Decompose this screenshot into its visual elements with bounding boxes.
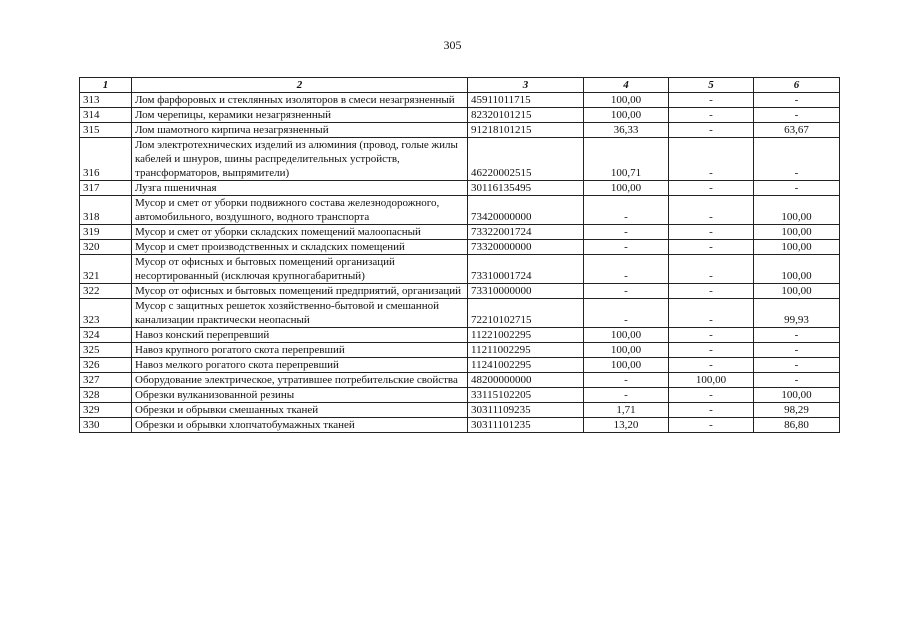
table-row <box>80 138 840 181</box>
table-row <box>80 240 840 255</box>
row-number-cell: 313 <box>80 93 132 108</box>
waste-code-cell: 73320000000 <box>468 240 584 255</box>
value-cell-col4: - <box>584 388 669 403</box>
value-cell-col5: - <box>669 255 754 284</box>
value-cell-col4: - <box>584 225 669 240</box>
table-body <box>80 93 840 433</box>
value-cell-col6: 86,80 <box>754 418 840 433</box>
value-cell-col5: - <box>669 284 754 299</box>
waste-code-cell: 11241002295 <box>468 358 584 373</box>
row-number-cell: 321 <box>80 255 132 284</box>
value-cell-col4: - <box>584 196 669 225</box>
waste-name-cell: Лом шамотного кирпича незагрязненный <box>132 123 468 138</box>
value-cell-col5: - <box>669 123 754 138</box>
waste-code-cell: 73420000000 <box>468 196 584 225</box>
waste-table <box>79 77 840 433</box>
waste-name-cell: Мусор и смет от уборки складских помещений малоопасный <box>132 225 468 240</box>
waste-name-cell: Навоз конский перепревший <box>132 328 468 343</box>
waste-code-cell: 30311109235 <box>468 403 584 418</box>
waste-name-cell: Лом электротехнических изделий из алюминия (провод, голые жилы кабелей и шнуров, шины распределительных устройств, трансформаторов, выпрямители) <box>132 138 468 181</box>
table-row <box>80 93 840 108</box>
value-cell-col4: - <box>584 284 669 299</box>
value-cell-col6: 100,00 <box>754 388 840 403</box>
row-number-cell: 316 <box>80 138 132 181</box>
value-cell-col6: 99,93 <box>754 299 840 328</box>
waste-code-cell: 45911011715 <box>468 93 584 108</box>
table-header-row <box>80 78 840 93</box>
value-cell-col6: - <box>754 93 840 108</box>
value-cell-col6: 100,00 <box>754 196 840 225</box>
waste-code-cell: 48200000000 <box>468 373 584 388</box>
row-number-cell: 324 <box>80 328 132 343</box>
table-row <box>80 328 840 343</box>
table-row <box>80 284 840 299</box>
column-header: 5 <box>669 78 754 93</box>
waste-code-cell: 73310001724 <box>468 255 584 284</box>
waste-code-cell: 11221002295 <box>468 328 584 343</box>
waste-code-cell: 46220002515 <box>468 138 584 181</box>
waste-code-cell: 30116135495 <box>468 181 584 196</box>
value-cell-col4: - <box>584 255 669 284</box>
column-header: 1 <box>80 78 132 93</box>
waste-code-cell: 30311101235 <box>468 418 584 433</box>
value-cell-col5: 100,00 <box>669 373 754 388</box>
value-cell-col6: 98,29 <box>754 403 840 418</box>
row-number-cell: 315 <box>80 123 132 138</box>
row-number-cell: 327 <box>80 373 132 388</box>
value-cell-col5: - <box>669 93 754 108</box>
waste-name-cell: Обрезки вулканизованной резины <box>132 388 468 403</box>
table-row <box>80 373 840 388</box>
waste-name-cell: Лузга пшеничная <box>132 181 468 196</box>
row-number-cell: 319 <box>80 225 132 240</box>
value-cell-col5: - <box>669 240 754 255</box>
waste-code-cell: 72210102715 <box>468 299 584 328</box>
row-number-cell: 320 <box>80 240 132 255</box>
value-cell-col5: - <box>669 418 754 433</box>
waste-code-cell: 91218101215 <box>468 123 584 138</box>
table-row <box>80 123 840 138</box>
value-cell-col5: - <box>669 108 754 123</box>
row-number-cell: 318 <box>80 196 132 225</box>
value-cell-col6: 100,00 <box>754 284 840 299</box>
waste-code-cell: 73322001724 <box>468 225 584 240</box>
waste-name-cell: Мусор и смет производственных и складских помещений <box>132 240 468 255</box>
value-cell-col5: - <box>669 403 754 418</box>
value-cell-col4: 100,00 <box>584 358 669 373</box>
value-cell-col4: 100,00 <box>584 328 669 343</box>
table-row <box>80 299 840 328</box>
waste-name-cell: Мусор и смет от уборки подвижного состава железнодорожного, автомобильного, воздушного, водного транспорта <box>132 196 468 225</box>
value-cell-col4: 1,71 <box>584 403 669 418</box>
waste-name-cell: Обрезки и обрывки смешанных тканей <box>132 403 468 418</box>
value-cell-col4: 100,00 <box>584 108 669 123</box>
value-cell-col6: - <box>754 181 840 196</box>
value-cell-col5: - <box>669 328 754 343</box>
column-header: 6 <box>754 78 840 93</box>
table-row <box>80 343 840 358</box>
row-number-cell: 329 <box>80 403 132 418</box>
value-cell-col5: - <box>669 181 754 196</box>
value-cell-col6: - <box>754 358 840 373</box>
value-cell-col4: 36,33 <box>584 123 669 138</box>
value-cell-col4: 100,00 <box>584 181 669 196</box>
waste-name-cell: Оборудование электрическое, утратившее потребительские свойства <box>132 373 468 388</box>
table-row <box>80 255 840 284</box>
value-cell-col6: - <box>754 373 840 388</box>
value-cell-col4: 100,00 <box>584 343 669 358</box>
value-cell-col6: 100,00 <box>754 240 840 255</box>
value-cell-col6: - <box>754 343 840 358</box>
waste-name-cell: Мусор от офисных и бытовых помещений предприятий, организаций <box>132 284 468 299</box>
waste-name-cell: Навоз крупного рогатого скота перепревший <box>132 343 468 358</box>
waste-code-cell: 73310000000 <box>468 284 584 299</box>
value-cell-col6: 100,00 <box>754 255 840 284</box>
table-row <box>80 196 840 225</box>
waste-name-cell: Навоз мелкого рогатого скота перепревший <box>132 358 468 373</box>
value-cell-col6: - <box>754 108 840 123</box>
value-cell-col5: - <box>669 225 754 240</box>
value-cell-col4: 100,00 <box>584 93 669 108</box>
row-number-cell: 314 <box>80 108 132 123</box>
row-number-cell: 330 <box>80 418 132 433</box>
value-cell-col6: - <box>754 328 840 343</box>
waste-code-cell: 11211002295 <box>468 343 584 358</box>
value-cell-col5: - <box>669 343 754 358</box>
value-cell-col5: - <box>669 138 754 181</box>
value-cell-col4: 13,20 <box>584 418 669 433</box>
value-cell-col5: - <box>669 358 754 373</box>
value-cell-col6: 63,67 <box>754 123 840 138</box>
row-number-cell: 322 <box>80 284 132 299</box>
column-header: 4 <box>584 78 669 93</box>
waste-name-cell: Мусор с защитных решеток хозяйственно-бытовой и смешанной канализации практически неопасный <box>132 299 468 328</box>
value-cell-col4: 100,71 <box>584 138 669 181</box>
waste-code-cell: 33115102205 <box>468 388 584 403</box>
waste-name-cell: Лом фарфоровых и стеклянных изоляторов в смеси незагрязненный <box>132 93 468 108</box>
value-cell-col4: - <box>584 240 669 255</box>
table-row <box>80 225 840 240</box>
value-cell-col6: - <box>754 138 840 181</box>
page-number: 305 <box>443 38 462 52</box>
table-row <box>80 388 840 403</box>
row-number-cell: 326 <box>80 358 132 373</box>
waste-name-cell: Мусор от офисных и бытовых помещений организаций несортированный (исключая крупногабаритный) <box>132 255 468 284</box>
value-cell-col4: - <box>584 373 669 388</box>
table-row <box>80 181 840 196</box>
row-number-cell: 317 <box>80 181 132 196</box>
row-number-cell: 325 <box>80 343 132 358</box>
column-header: 3 <box>468 78 584 93</box>
table-row <box>80 418 840 433</box>
value-cell-col4: - <box>584 299 669 328</box>
table-row <box>80 403 840 418</box>
value-cell-col5: - <box>669 388 754 403</box>
row-number-cell: 328 <box>80 388 132 403</box>
table-row <box>80 108 840 123</box>
row-number-cell: 323 <box>80 299 132 328</box>
waste-name-cell: Обрезки и обрывки хлопчатобумажных тканей <box>132 418 468 433</box>
value-cell-col6: 100,00 <box>754 225 840 240</box>
waste-code-cell: 82320101215 <box>468 108 584 123</box>
table-row <box>80 358 840 373</box>
waste-name-cell: Лом черепицы, керамики незагрязненный <box>132 108 468 123</box>
value-cell-col5: - <box>669 299 754 328</box>
column-header: 2 <box>132 78 468 93</box>
value-cell-col5: - <box>669 196 754 225</box>
